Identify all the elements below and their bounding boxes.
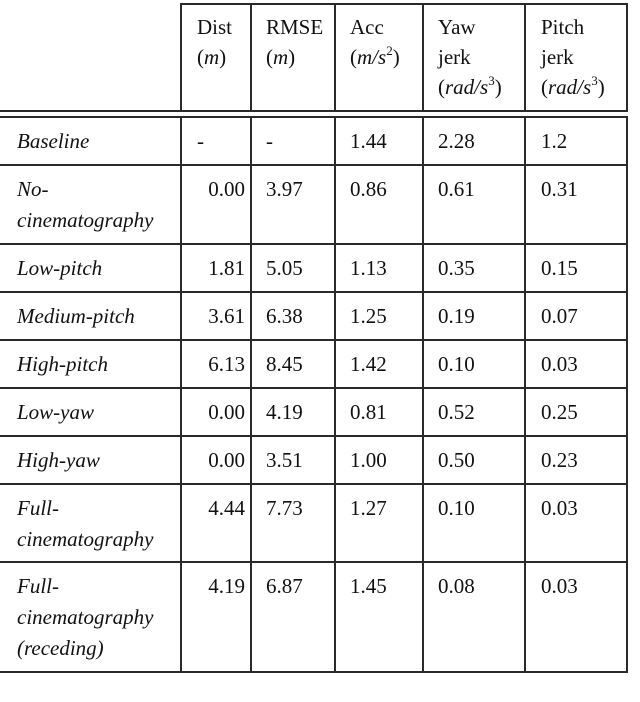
table-cell: 0.25 [541, 400, 578, 424]
table-cell: 0.07 [541, 304, 578, 328]
table-right-border [626, 116, 628, 673]
row-label-line: Low-pitch [17, 256, 103, 280]
table-bottom-border [0, 671, 628, 673]
col-divider [422, 116, 424, 673]
row-rule [0, 561, 628, 563]
table-cell: 0.35 [438, 256, 475, 280]
row-rule [0, 435, 628, 437]
col-divider [180, 116, 182, 673]
header-acc [350, 12, 400, 72]
header-text: Pitch [541, 15, 585, 39]
header-unit: $(rad/s^3)$ [438, 73, 502, 99]
table-cell: 1.44 [350, 129, 387, 153]
table-cell: 0.03 [541, 574, 578, 598]
row-label-line: Baseline [17, 129, 90, 153]
table-cell: 1.45 [350, 574, 387, 598]
table-right-border [626, 3, 628, 112]
table-cell: 6.38 [266, 304, 303, 328]
row-label [17, 253, 102, 284]
col-divider [180, 3, 182, 112]
table-cell: 0.50 [438, 448, 475, 472]
table-cell: - [266, 129, 273, 153]
table-cell: 0.61 [438, 177, 475, 201]
table-cell: 0.08 [438, 574, 475, 598]
row-label-line: High-yaw [17, 448, 100, 472]
unit-text: m [273, 45, 289, 69]
header-unit: $(rad/s^3)$ [541, 73, 605, 99]
col-divider [250, 116, 252, 673]
row-label-line: cinematography [17, 208, 154, 232]
col-divider [334, 116, 336, 673]
table-cell: 1.25 [350, 304, 387, 328]
table-cell: 5.05 [266, 256, 303, 280]
table-cell: 1.42 [350, 352, 387, 376]
table-cell: 0.00 [208, 400, 245, 424]
header-text: jerk [541, 45, 574, 69]
row-rule [0, 339, 628, 341]
table-cell: 0.52 [438, 400, 475, 424]
row-label-line: Low-yaw [17, 400, 95, 424]
header-pitch-jerk [541, 12, 605, 102]
header-rmse [266, 12, 323, 72]
table-cell: 3.51 [266, 448, 303, 472]
row-label [17, 445, 100, 476]
row-label-line: No- [17, 177, 49, 201]
header-rule-upper [0, 110, 628, 112]
table-cell: 0.10 [438, 352, 475, 376]
unit-text: rad/s [548, 75, 592, 99]
table-cell: 3.61 [208, 304, 245, 328]
row-rule [0, 387, 628, 389]
table-cell: 1.00 [350, 448, 387, 472]
table-cell: - [197, 129, 204, 153]
unit-exponent: 3 [591, 73, 598, 88]
table-cell: 0.86 [350, 177, 387, 201]
table-cell: 2.28 [438, 129, 475, 153]
row-rule [0, 291, 628, 293]
table-cell: 8.45 [266, 352, 303, 376]
table-cell: 4.44 [208, 496, 245, 520]
row-label-line: Full- [17, 496, 59, 520]
col-divider [334, 3, 336, 112]
header-unit: $(m/s^2)$ [350, 43, 400, 69]
header-text: Acc [350, 15, 384, 39]
row-label-line: Full- [17, 574, 59, 598]
header-text: RMSE [266, 15, 324, 39]
table-cell: 0.15 [541, 256, 578, 280]
header-dist [197, 12, 232, 72]
unit-text: rad/s [445, 75, 489, 99]
row-label [17, 174, 153, 236]
table-cell: 0.10 [438, 496, 475, 520]
header-text: Yaw [438, 15, 476, 39]
table-cell: 1.13 [350, 256, 387, 280]
table-cell: 0.81 [350, 400, 387, 424]
col-divider [422, 3, 424, 112]
unit-text: m/s [357, 45, 387, 69]
col-divider [250, 3, 252, 112]
table-cell: 0.00 [208, 448, 245, 472]
row-label [17, 301, 135, 332]
table-cell: 0.19 [438, 304, 475, 328]
row-rule [0, 164, 628, 166]
row-label [17, 397, 94, 428]
header-yaw-jerk [438, 12, 502, 102]
row-label [17, 126, 89, 157]
unit-exponent: 3 [488, 73, 495, 88]
header-text: Dist [197, 15, 233, 39]
table-cell: 7.73 [266, 496, 303, 520]
row-label-line: High-pitch [17, 352, 108, 376]
row-label-line: (receding) [17, 636, 104, 660]
row-label [17, 349, 108, 380]
table-cell: 3.97 [266, 177, 303, 201]
header-text: jerk [438, 45, 471, 69]
header-unit: (m) [197, 45, 227, 69]
row-label-line: Medium-pitch [17, 304, 135, 328]
unit-exponent: 2 [386, 43, 393, 58]
table-cell: 6.87 [266, 574, 303, 598]
header-unit: (m) [266, 45, 296, 69]
row-rule [0, 483, 628, 485]
row-label [17, 493, 153, 555]
table-cell: 0.31 [541, 177, 578, 201]
table-cell: 6.13 [208, 352, 245, 376]
table-cell: 4.19 [208, 574, 245, 598]
row-label-line: cinematography [17, 527, 154, 551]
table-top-border [181, 3, 628, 5]
table-cell: 0.23 [541, 448, 578, 472]
table-cell: 1.27 [350, 496, 387, 520]
row-label [17, 571, 153, 664]
header-rule-lower [0, 116, 628, 118]
table-cell: 0.03 [541, 352, 578, 376]
table-cell: 0.00 [208, 177, 245, 201]
row-rule [0, 243, 628, 245]
table-cell: 4.19 [266, 400, 303, 424]
table-cell: 0.03 [541, 496, 578, 520]
table-cell: 1.2 [541, 129, 568, 153]
col-divider [524, 3, 526, 112]
row-label-line: cinematography [17, 605, 154, 629]
unit-text: m [204, 45, 220, 69]
table-cell: 1.81 [208, 256, 245, 280]
col-divider [524, 116, 526, 673]
